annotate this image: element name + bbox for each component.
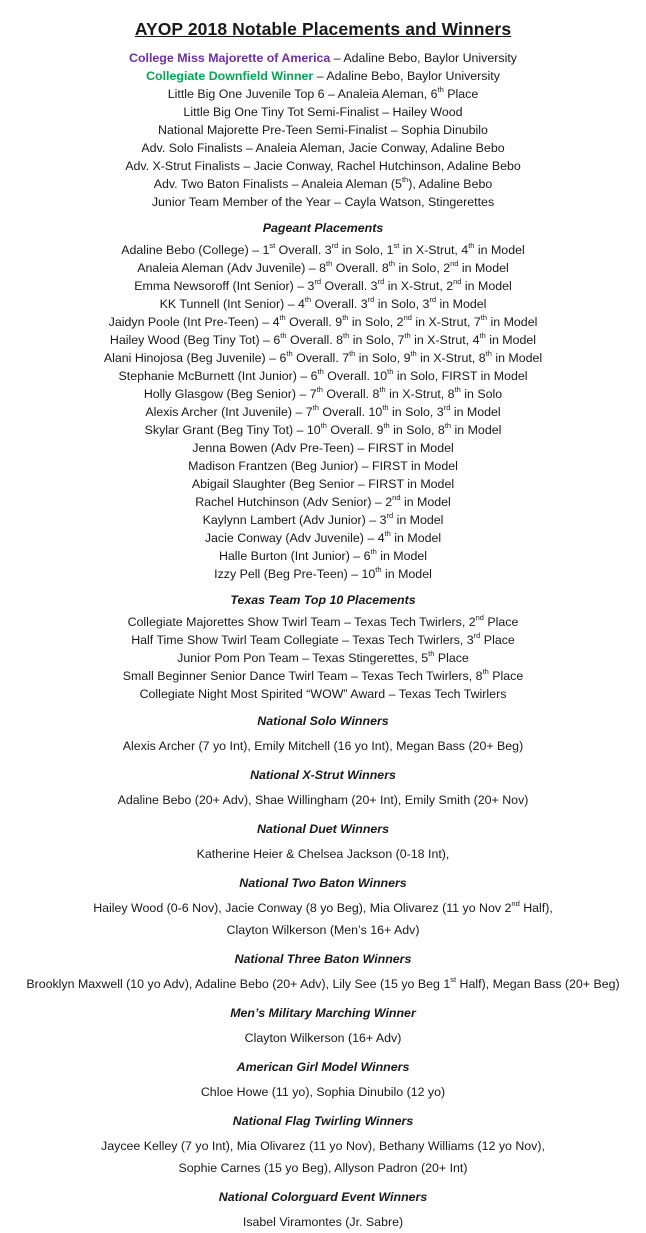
list-item: Stephanie McBurnett (Int Junior) – 6th Overall. 10th in Solo, FIRST in Model (118, 366, 528, 383)
winners-heading: National Two Baton Winners (239, 876, 407, 890)
list-item: Halle Burton (Int Junior) – 6th in Model (218, 546, 428, 563)
winners-heading: National Duet Winners (256, 822, 390, 836)
notable-line: Adv. X-Strut Finalists – Jacie Conway, Rachel Hutchinson, Adaline Bebo (125, 159, 521, 173)
list-item: Alexis Archer (Int Juvenile) – 7th Overall. 10th in Solo, 3rd in Model (145, 402, 501, 419)
list-item: KK Tunnell (Int Senior) – 4th Overall. 3rd in Solo, 3rd in Model (159, 294, 487, 311)
list-item: Jaidyn Poole (Int Pre-Teen) – 4th Overall. 9th in Solo, 2nd in X-Strut, 7th in Model (108, 312, 538, 329)
notable-line: Little Big One Juvenile Top 6 – Analeia Aleman, 6th Place (167, 84, 479, 101)
list-item: Clayton Wilkerson (16+ Adv) (244, 1031, 402, 1045)
list-item: Alani Hinojosa (Beg Juvenile) – 6th Overall. 7th in Solo, 9th in X-Strut, 8th in Model (103, 348, 543, 365)
winners-heading: Men’s Military Marching Winner (230, 1006, 416, 1020)
list-item: Izzy Pell (Beg Pre-Teen) – 10th in Model (214, 564, 432, 581)
winners-section (0, 712, 646, 1233)
list-item: Adaline Bebo (20+ Adv), Shae Willingham (20+ Int), Emily Smith (20+ Nov) (117, 793, 529, 807)
notable-line: Junior Team Member of the Year – Cayla Watson, Stingerettes (151, 195, 495, 209)
list-item: Isabel Viramontes (Jr. Sabre) (242, 1215, 404, 1229)
list-item: Skylar Grant (Beg Tiny Tot) – 10th Overall. 9th in Solo, 8th in Model (144, 420, 502, 437)
document-title: AYOP 2018 Notable Placements and Winners (134, 19, 512, 39)
list-item: Collegiate Majorettes Show Twirl Team – Texas Tech Twirlers, 2nd Place (127, 612, 519, 629)
list-item: Brooklyn Maxwell (10 yo Adv), Adaline Bebo (20+ Adv), Lily See (15 yo Beg 1st Half), Megan Bass (20+ Beg) (26, 974, 620, 991)
miss-majorette-label: College Miss Majorette of America (129, 51, 331, 65)
list-item: Sophie Carnes (15 yo Beg), Allyson Padron (20+ Int) (178, 1161, 468, 1175)
notable-line: Adv. Solo Finalists – Analeia Aleman, Jacie Conway, Adaline Bebo (141, 141, 505, 155)
list-item: Jenna Bowen (Adv Pre-Teen) – FIRST in Model (192, 441, 454, 455)
notables-section (0, 49, 646, 211)
texas-team-heading: Texas Team Top 10 Placements (230, 593, 416, 607)
list-item: Analeia Aleman (Adv Juvenile) – 8th Overall. 8th in Solo, 2nd in Model (137, 258, 509, 275)
list-item: Adaline Bebo (College) – 1st Overall. 3rd in Solo, 1st in X-Strut, 4th in Model (121, 240, 525, 257)
notable-line: National Majorette Pre-Teen Semi-Finalist – Sophia Dinubilo (158, 123, 488, 137)
list-item: Abigail Slaughter (Beg Senior – FIRST in Model (191, 477, 455, 491)
list-item: Katherine Heier & Chelsea Jackson (0-18 Int), (196, 847, 450, 861)
list-item: Madison Frantzen (Beg Junior) – FIRST in Model (188, 459, 458, 473)
downfield-text: – Adaline Bebo, Baylor University (313, 69, 500, 83)
list-item: Hailey Wood (Beg Tiny Tot) – 6th Overall. 8th in Solo, 7th in X-Strut, 4th in Model (109, 330, 537, 347)
list-item: Hailey Wood (0-6 Nov), Jacie Conway (8 yo Beg), Mia Olivarez (11 yo Nov 2nd Half), (93, 898, 553, 915)
winners-heading: National Three Baton Winners (234, 952, 412, 966)
winners-heading: National Flag Twirling Winners (232, 1114, 414, 1128)
list-item: Collegiate Night Most Spirited “WOW” Award – Texas Tech Twirlers (139, 687, 507, 701)
list-item: Kaylynn Lambert (Adv Junior) – 3rd in Model (202, 510, 444, 527)
list-item: Small Beginner Senior Dance Twirl Team – Texas Tech Twirlers, 8th Place (122, 666, 524, 683)
downfield-line (0, 67, 646, 85)
list-item: Junior Pom Pon Team – Texas Stingerettes, 5th Place (177, 648, 469, 665)
texas-team-list (0, 613, 646, 703)
list-item: Clayton Wilkerson (Men’s 16+ Adv) (226, 923, 420, 937)
miss-majorette-text: – Adaline Bebo, Baylor University (330, 51, 517, 65)
list-item: Half Time Show Twirl Team Collegiate – Texas Tech Twirlers, 3rd Place (131, 630, 515, 647)
notable-line: Adv. Two Baton Finalists – Analeia Aleman (5th), Adaline Bebo (153, 174, 493, 191)
list-item: Jacie Conway (Adv Juvenile) – 4th in Model (204, 528, 442, 545)
winners-heading: National Colorguard Event Winners (218, 1190, 428, 1204)
miss-majorette-line (0, 49, 646, 67)
downfield-label: Collegiate Downfield Winner (146, 69, 314, 83)
list-item: Rachel Hutchinson (Adv Senior) – 2nd in Model (195, 492, 451, 509)
list-item: Chloe Howe (11 yo), Sophia Dinubilo (12 yo) (200, 1085, 446, 1099)
list-item: Alexis Archer (7 yo Int), Emily Mitchell (16 yo Int), Megan Bass (20+ Beg) (122, 739, 524, 753)
list-item: Jaycee Kelley (7 yo Int), Mia Olivarez (11 yo Nov), Bethany Williams (12 yo Nov), (101, 1139, 545, 1153)
winners-heading: American Girl Model Winners (236, 1060, 410, 1074)
pageant-list (0, 241, 646, 583)
list-item: Emma Newsoroff (Int Senior) – 3rd Overall. 3rd in X-Strut, 2nd in Model (134, 276, 512, 293)
pageant-heading: Pageant Placements (262, 221, 384, 235)
notable-line: Little Big One Tiny Tot Semi-Finalist – Hailey Wood (183, 105, 463, 119)
list-item: Holly Glasgow (Beg Senior) – 7th Overall. 8th in X-Strut, 8th in Solo (143, 384, 503, 401)
winners-heading: National X-Strut Winners (250, 768, 396, 782)
winners-heading: National Solo Winners (257, 714, 389, 728)
